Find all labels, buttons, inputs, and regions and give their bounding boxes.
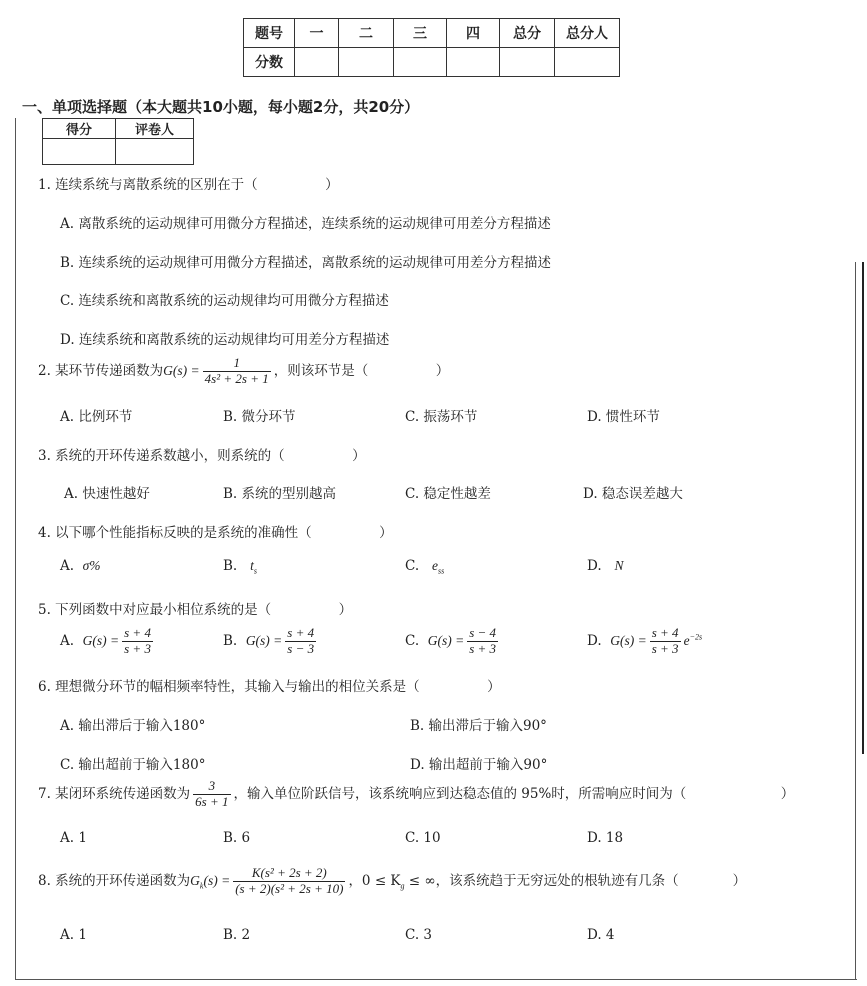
question-4-option-a[interactable] xyxy=(60,558,101,574)
question-7-option-b[interactable]: B. 6 xyxy=(223,830,251,846)
question-3-stem: 3. 系统的开环传递系数越小，则系统的（ ） xyxy=(38,448,366,464)
question-3-option-c[interactable]: C. 稳定性越差 xyxy=(405,486,491,502)
score-cell[interactable] xyxy=(295,48,339,77)
option-symbol: e xyxy=(432,558,439,573)
question-1-option-b[interactable]: B. 连续系统的运动规律可用微分方程描述，离散系统的运动规律可用差分方程描述 xyxy=(60,255,552,271)
grader-name-cell[interactable] xyxy=(116,139,194,165)
grader-table-header-row xyxy=(43,119,194,139)
option-symbol: t xyxy=(250,558,254,573)
score-table-header-cell: 总分人 xyxy=(555,19,620,48)
option-label: C. xyxy=(405,558,420,574)
score-table-header-cell: 二 xyxy=(339,19,394,48)
option-label: B. xyxy=(223,632,238,649)
option-label: C. xyxy=(405,632,420,649)
fraction-denominator: s + 3 xyxy=(469,640,497,656)
question-8-condition-post: ≤ ∞ xyxy=(404,872,436,889)
option-func: G(s) = xyxy=(245,632,283,648)
page-margin-mark xyxy=(862,262,864,754)
score-table-header-row xyxy=(244,19,620,48)
question-3-option-d[interactable]: D. 稳态误差越大 xyxy=(583,486,683,502)
question-3-option-a[interactable]: A. 快速性越好 xyxy=(64,486,150,502)
grader-table-entry-row xyxy=(43,139,194,165)
score-table-header-cell: 题号 xyxy=(244,19,295,48)
fraction-denominator: s + 3 xyxy=(124,640,151,656)
option-fraction xyxy=(285,626,316,657)
question-8-stem-pre: 8. 系统的开环传递函数为 xyxy=(38,872,191,889)
score-table-header-cell: 四 xyxy=(447,19,500,48)
fraction-numerator: s − 4 xyxy=(469,625,497,640)
score-cell[interactable] xyxy=(500,48,555,77)
question-5-option-c[interactable] xyxy=(405,626,501,657)
score-table-row-label: 分数 xyxy=(244,48,295,77)
option-subscript: ss xyxy=(438,566,445,576)
question-2-stem xyxy=(38,356,449,387)
exponent: −2s xyxy=(689,632,703,642)
option-fraction xyxy=(467,626,498,657)
question-8-stem xyxy=(38,866,746,897)
question-1-option-a[interactable]: A. 离散系统的运动规律可用微分方程描述，连续系统的运动规律可用差分方程描述 xyxy=(60,216,551,232)
fraction-denominator: 4s² + 2s + 1 xyxy=(204,370,269,386)
question-1-stem: 1. 连续系统与离散系统的区别在于（ ） xyxy=(38,177,339,193)
fraction-denominator: s − 3 xyxy=(287,640,315,656)
question-2-option-a[interactable]: A. 比例环节 xyxy=(60,409,133,425)
option-func: G(s) = xyxy=(427,632,465,648)
option-func: G(s) = xyxy=(82,632,120,648)
question-8-option-a[interactable]: A. 1 xyxy=(60,927,87,943)
question-6-option-d[interactable]: D. 输出超前于输入90° xyxy=(410,757,548,773)
grader-table xyxy=(42,118,194,165)
score-cell[interactable] xyxy=(447,48,500,77)
page-frame-right xyxy=(855,262,856,980)
fraction-numerator: s + 4 xyxy=(124,625,151,640)
fraction-denominator: s + 3 xyxy=(651,640,679,656)
question-8-func: G xyxy=(190,872,200,888)
question-4-option-c[interactable] xyxy=(405,558,444,576)
fraction-numerator: 1 xyxy=(233,355,240,370)
option-label: A. xyxy=(60,558,75,574)
question-7-option-d[interactable]: D. 18 xyxy=(587,830,624,846)
question-7-stem-pre: 7. 某闭环系统传递函数为 xyxy=(38,785,191,802)
option-symbol: N xyxy=(614,558,624,573)
fraction-numerator: K(s² + 2s + 2) xyxy=(251,865,327,880)
question-5-option-a[interactable] xyxy=(60,626,156,657)
score-cell[interactable] xyxy=(394,48,447,77)
score-table-header-cell: 总分 xyxy=(500,19,555,48)
question-8-fraction xyxy=(233,866,345,897)
fraction-denominator: 6s + 1 xyxy=(195,793,229,809)
question-7-option-c[interactable]: C. 10 xyxy=(405,830,441,846)
question-4-option-d[interactable] xyxy=(587,558,624,574)
question-2-fraction xyxy=(203,356,271,387)
score-table-score-row xyxy=(244,48,620,77)
option-label: B. xyxy=(223,558,238,574)
question-5-option-d[interactable] xyxy=(587,626,702,657)
section-title: 一、单项选择题（本大题共10小题，每小题2分，共20分） xyxy=(22,98,420,116)
option-fraction xyxy=(650,626,681,657)
option-label: D. xyxy=(587,632,602,649)
question-2-option-b[interactable]: B. 微分环节 xyxy=(223,409,296,425)
question-3-option-b[interactable]: B. 系统的型别越高 xyxy=(223,486,337,502)
question-4-option-b[interactable] xyxy=(223,558,257,576)
option-fraction xyxy=(122,626,153,657)
question-7-stem xyxy=(38,779,794,810)
score-cell[interactable] xyxy=(555,48,620,77)
question-7-fraction xyxy=(193,779,230,810)
question-8-stem-post: ，该系统趋于无穷远处的根轨迹有几条（ ） xyxy=(435,872,747,889)
question-1-option-c[interactable]: C. 连续系统和离散系统的运动规律均可用微分方程描述 xyxy=(60,293,389,309)
fraction-denominator: (s + 2)(s² + 2s + 10) xyxy=(235,880,344,896)
question-2-option-d[interactable]: D. 惯性环节 xyxy=(587,409,660,425)
grader-table-header-cell: 评卷人 xyxy=(116,119,194,139)
question-2-option-c[interactable]: C. 振荡环节 xyxy=(405,409,478,425)
fraction-numerator: 3 xyxy=(208,778,216,793)
question-4-stem: 4. 以下哪个性能指标反映的是系统的准确性（ ） xyxy=(38,525,393,541)
fraction-numerator: s + 4 xyxy=(287,625,315,640)
question-2-stem-post: ，则该环节是（ ） xyxy=(273,362,450,379)
score-table-header-cell: 三 xyxy=(394,19,447,48)
option-subscript: s xyxy=(253,566,257,576)
question-8-option-d[interactable]: D. 4 xyxy=(587,927,615,943)
question-6-stem: 6. 理想微分环节的幅相频率特性，其输入与输出的相位关系是（ ） xyxy=(38,679,501,695)
question-6-option-c[interactable]: C. 输出超前于输入180° xyxy=(60,757,206,773)
question-6-option-a[interactable]: A. 输出滞后于输入180° xyxy=(60,718,206,734)
option-symbol: σ% xyxy=(82,558,101,573)
option-func: G(s) = xyxy=(610,632,647,648)
question-6-option-b[interactable]: B. 输出滞后于输入90° xyxy=(410,718,547,734)
question-8-condition: ，0 ≤ K xyxy=(348,872,401,889)
page-frame-bottom xyxy=(15,979,857,980)
grader-score-cell[interactable] xyxy=(43,139,116,165)
question-8-func-subscript: k xyxy=(199,881,204,891)
question-8-option-c[interactable]: C. 3 xyxy=(405,927,433,943)
question-5-option-b[interactable] xyxy=(223,626,319,657)
score-table-header-cell: 一 xyxy=(295,19,339,48)
option-label: D. xyxy=(587,558,602,574)
fraction-numerator: s + 4 xyxy=(651,625,679,640)
page-frame-left xyxy=(15,118,16,980)
grader-table-header-cell: 得分 xyxy=(43,119,116,139)
question-2-func: G(s) = xyxy=(163,362,200,378)
exponential-base: e xyxy=(683,632,690,648)
score-cell[interactable] xyxy=(339,48,394,77)
question-2-stem-pre: 2. 某环节传递函数为 xyxy=(38,362,164,379)
option-label: A. xyxy=(60,632,75,649)
question-7-option-a[interactable]: A. 1 xyxy=(60,830,87,846)
question-5-stem: 5. 下列函数中对应最小相位系统的是（ ） xyxy=(38,602,353,618)
question-7-stem-post: ，输入单位阶跃信号，该系统响应到达稳态值的 95%时，所需响应时间为（ ） xyxy=(233,785,795,802)
question-8-option-b[interactable]: B. 2 xyxy=(223,927,251,943)
score-table xyxy=(243,18,620,77)
question-8-func-arg: (s) = xyxy=(203,872,231,888)
question-8-condition-subscript: g xyxy=(400,881,405,891)
question-1-option-d[interactable]: D. 连续系统和离散系统的运动规律均可用差分方程描述 xyxy=(60,332,390,348)
